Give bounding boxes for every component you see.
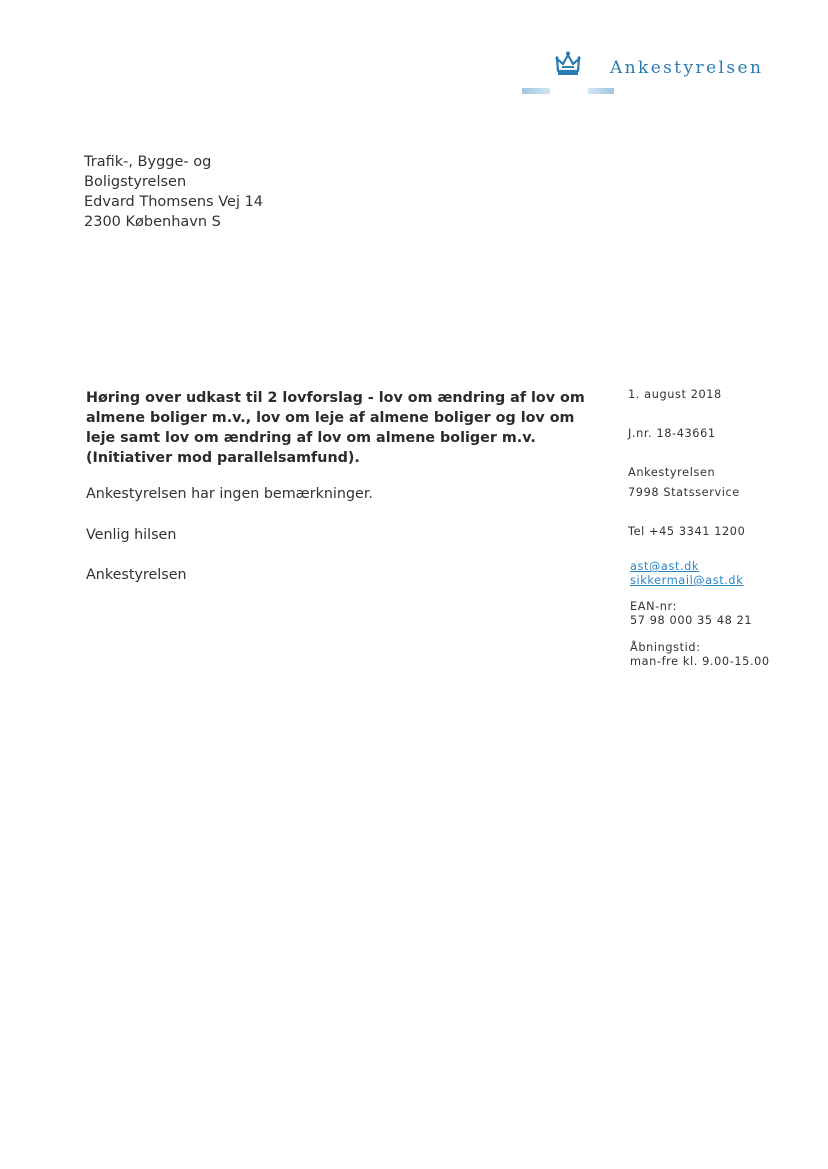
secure-email-link[interactable]: sikkermail@ast.dk [630,574,744,587]
recipient-line: Edvard Thomsens Vej 14 [84,194,264,210]
logo-bar-left [522,88,550,94]
sender-phone: Tel +45 3341 1200 [628,525,746,538]
ean-value: 57 98 000 35 48 21 [630,614,753,627]
logo-text: Ankestyrelsen [610,58,764,78]
recipient-address [84,152,263,232]
logo-bar-right [588,88,614,94]
opening-hours-value: man-fre kl. 9.00-15.00 [630,655,770,668]
letter-subject: Høring over udkast til 2 lovforslag - lov om ændring af lov om almene boliger m.v., lov om leje af almene boliger og lov om leje samt lov om ændring af lov om almene boliger m.v. (Initiativer mod parallelsamfund). [86,390,585,466]
ean-label: EAN-nr: [630,600,678,613]
letter-date: 1. august 2018 [628,388,722,401]
logo [520,48,800,100]
sender-name: Ankestyrelsen [628,466,716,479]
letter-signature: Ankestyrelsen [86,567,187,583]
recipient-line: Trafik-, Bygge- og [84,154,212,170]
recipient-line: Boligstyrelsen [84,174,187,190]
sender-postbox: 7998 Statsservice [628,486,740,499]
opening-hours-label: Åbningstid: [630,641,701,654]
crown-icon [554,50,582,78]
journal-number: J.nr. 18-43661 [628,427,716,440]
recipient-line: 2300 København S [84,214,221,230]
email-link[interactable]: ast@ast.dk [630,560,700,573]
letter-greeting: Venlig hilsen [86,527,177,543]
letter-body: Ankestyrelsen har ingen bemærkninger. [86,486,373,502]
